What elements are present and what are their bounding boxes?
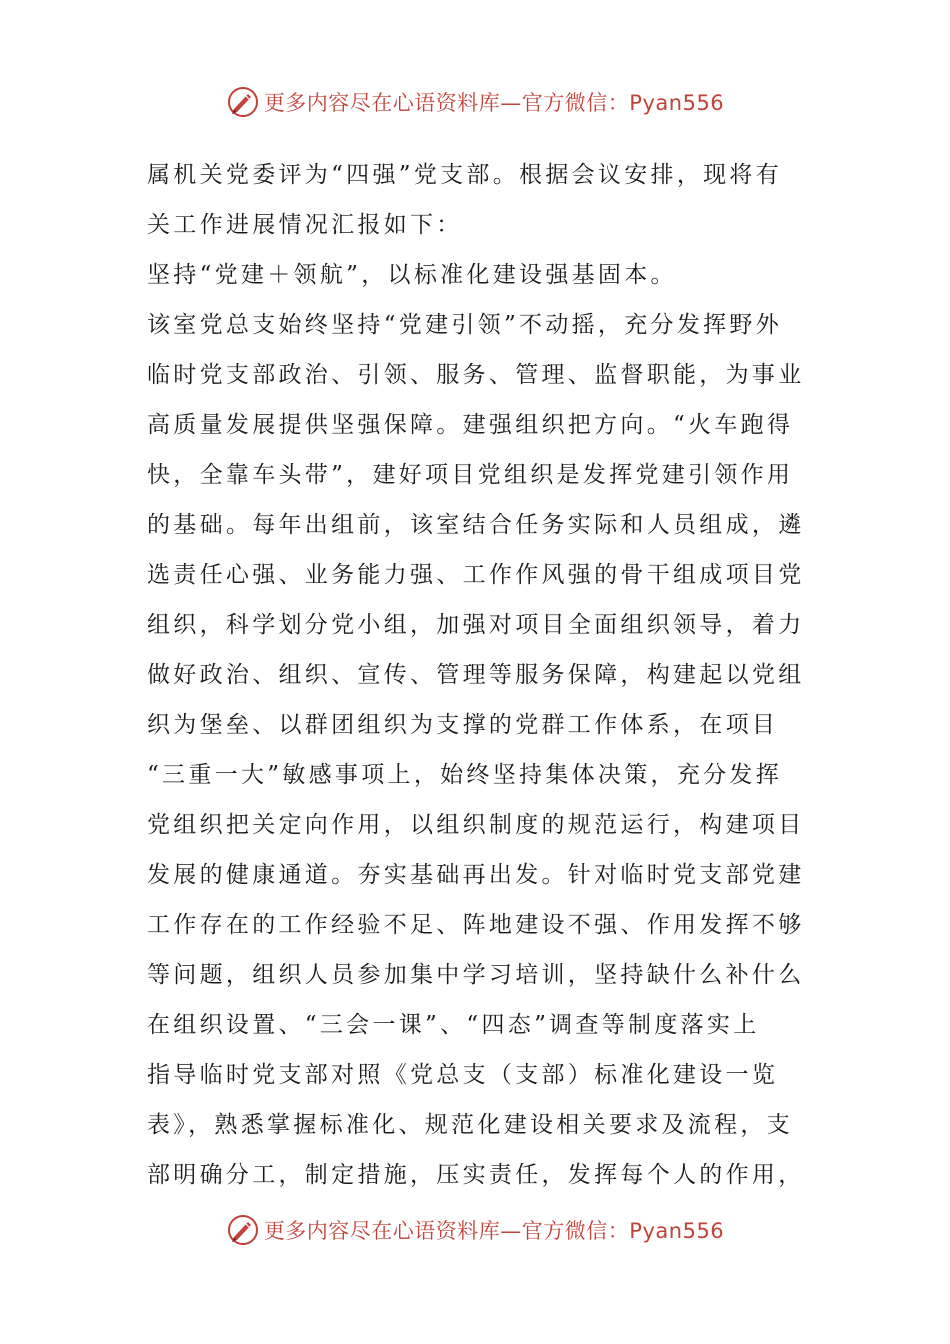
body-line-1: 属机关党委评为“四强”党支部。根据会议安排，现将有: [147, 162, 783, 188]
document-body: [147, 150, 807, 1200]
body-line-20: 表》，熟悉掌握标准化、规范化建设相关要求及流程，支: [147, 1112, 793, 1138]
section-heading: 坚持“党建＋领航”，以标准化建设强基固本。: [147, 262, 677, 288]
body-line-8: 的基础。每年出组前，该室结合任务实际和人员组成，遴: [147, 512, 805, 538]
footer-banner-text: 更多内容尽在心语资料库—官方微信：Pyan556: [263, 1219, 725, 1243]
header-banner-text: 更多内容尽在心语资料库—官方微信：Pyan556: [263, 91, 725, 115]
body-line-12: 织为堡垒、以群团组织为支撑的党群工作体系，在项目: [147, 712, 779, 738]
pen-logo-icon: [226, 85, 260, 119]
body-line-15: 发展的健康通道。夯实基础再出发。针对临时党支部党建: [147, 862, 805, 888]
body-line-5: 临时党支部政治、引领、服务、管理、监督职能，为事业: [147, 362, 805, 388]
pen-logo-icon: [226, 1213, 260, 1247]
body-line-9: 选责任心强、业务能力强、工作作风强的骨干组成项目党: [147, 562, 805, 588]
body-line-21: 部明确分工，制定措施，压实责任，发挥每个人的作用，: [147, 1162, 805, 1188]
body-line-19: 指导临时党支部对照《党总支（支部）标准化建设一览: [147, 1062, 779, 1088]
footer-banner: [0, 1210, 950, 1250]
header-banner: [0, 82, 950, 122]
body-line-4: 该室党总支始终坚持“党建引领”不动摇，充分发挥野外: [147, 312, 783, 338]
body-line-2: 关工作进展情况汇报如下：: [147, 212, 463, 238]
body-line-11: 做好政治、组织、宣传、管理等服务保障，构建起以党组: [147, 662, 805, 688]
body-line-6: 高质量发展提供坚强保障。建强组织把方向。“火车跑得: [147, 412, 794, 438]
body-line-7: 快，全靠车头带”，建好项目党组织是发挥党建引领作用: [147, 462, 794, 488]
body-line-18: 在组织设置、“三会一课”、“四态”调查等制度落实上: [147, 1012, 760, 1038]
body-line-17: 等问题，组织人员参加集中学习培训，坚持缺什么补什么: [147, 962, 805, 988]
body-line-10: 组织，科学划分党小组，加强对项目全面组织领导，着力: [147, 612, 805, 638]
body-line-16: 工作存在的工作经验不足、阵地建设不强、作用发挥不够: [147, 912, 805, 938]
body-line-14: 党组织把关定向作用，以组织制度的规范运行，构建项目: [147, 812, 805, 838]
body-line-13: “三重一大”敏感事项上，始终坚持集体决策，充分发挥: [147, 762, 783, 788]
